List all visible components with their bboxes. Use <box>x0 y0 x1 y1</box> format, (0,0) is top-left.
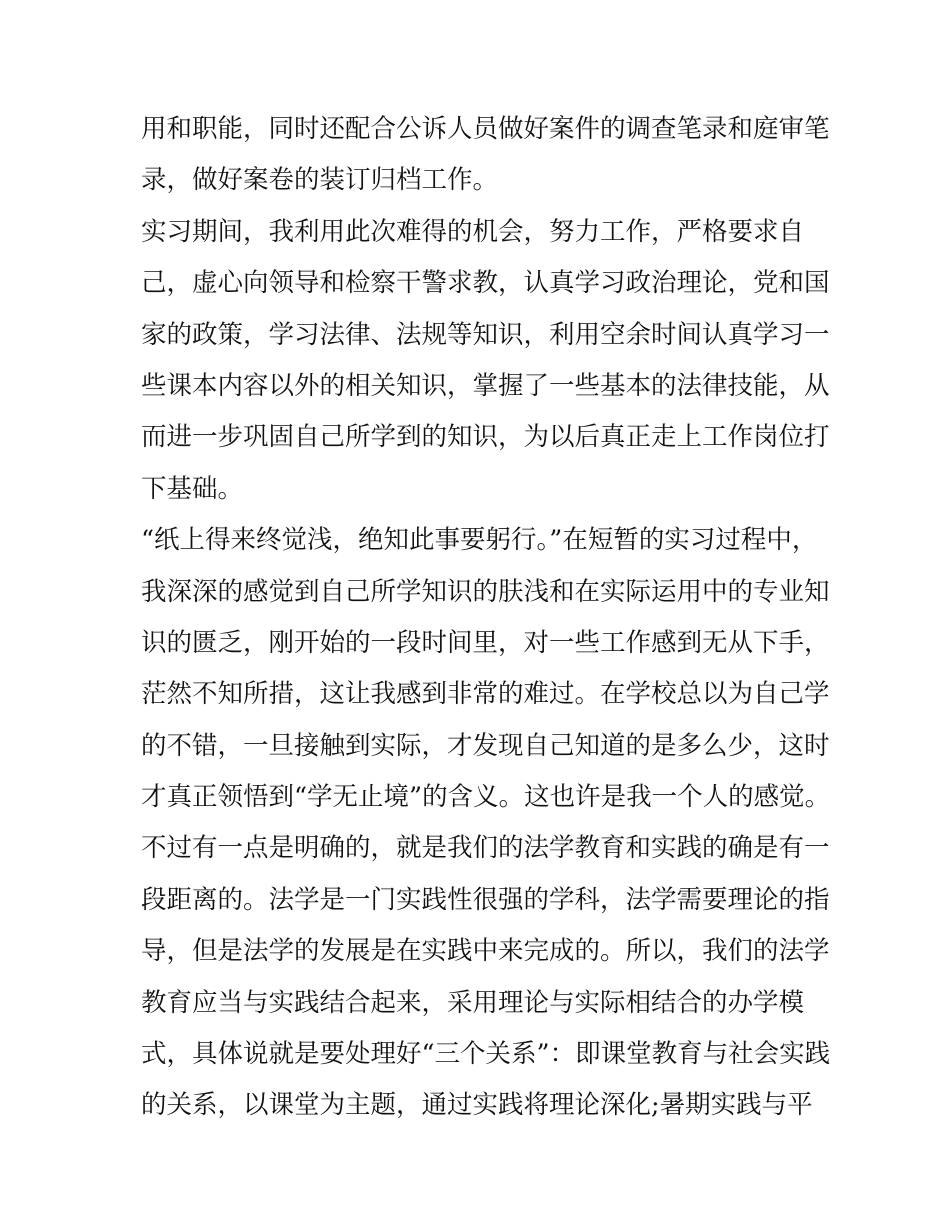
text-line: 己，虚心向领导和检察干警求教，认真学习政治理论，党和国 <box>141 268 830 299</box>
text-line: 用和职能，同时还配合公诉人员做好案件的调查笔录和庭审笔 <box>141 114 830 144</box>
text-line: 茫然不知所措，这让我感到非常的难过。在学校总以为自己学 <box>141 679 830 710</box>
text-line: 家的政策，学习法律、法规等知识，利用空余时间认真学习一 <box>141 319 830 350</box>
text-line: 录，做好案卷的装订归档工作。 <box>141 165 499 196</box>
text-line: 实习期间，我利用此次难得的机会，努力工作，严格要求自 <box>141 216 805 247</box>
text-line: 我深深的感觉到自己所学知识的肤浅和在实际运用中的专业知 <box>141 576 830 607</box>
text-line: 的不错，一旦接触到实际，才发现自己知道的是多么少，这时 <box>141 730 830 761</box>
text-line: 而进一步巩固自己所学到的知识，为以后真正走上工作岗位打 <box>141 422 830 453</box>
text-line: 段距离的。法学是一门实践性很强的学科，法学需要理论的指 <box>141 884 830 915</box>
text-line: 识的匮乏，刚开始的一段时间里，对一些工作感到无从下手， <box>141 627 830 658</box>
text-line: 式，具体说就是要处理好“三个关系”：即课堂教育与社会实践 <box>141 1039 831 1070</box>
text-line: 些课本内容以外的相关知识，掌握了一些基本的法律技能，从 <box>141 370 830 401</box>
text-line: 教育应当与实践结合起来，采用理论与实际相结合的办学模 <box>141 987 805 1018</box>
text-line: 不过有一点是明确的，就是我们的法学教育和实践的确是有一 <box>141 833 830 864</box>
document-body <box>141 104 841 1132</box>
text-line: “纸上得来终觉浅，绝知此事要躬行。”在短暂的实习过程中， <box>141 525 818 556</box>
text-line: 才真正领悟到“学无止境”的含义。这也许是我一个人的感觉。 <box>141 782 831 813</box>
text-line: 的关系，以课堂为主题，通过实践将理论深化;暑期实践与平 <box>141 1090 813 1121</box>
text-line: 下基础。 <box>141 473 244 504</box>
text-line: 导，但是法学的发展是在实践中来完成的。所以，我们的法学 <box>141 936 830 967</box>
